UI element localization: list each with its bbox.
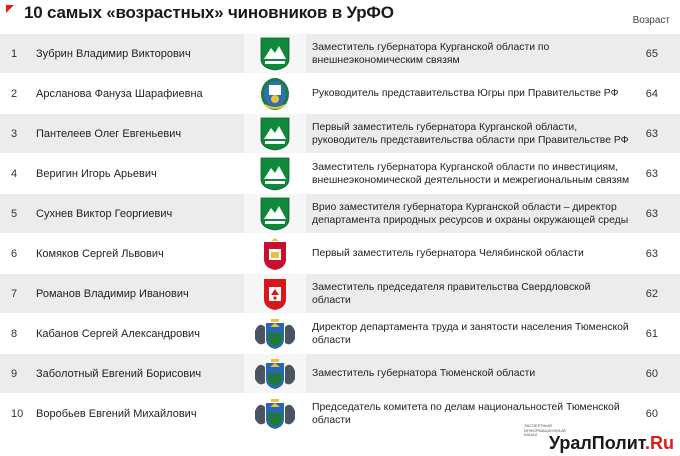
official-position: Директор департамента труда и занятости населения Тюменской области: [312, 321, 629, 346]
row-number: 7: [11, 287, 18, 300]
page-title: 10 самых «возрастных» чиновников в УрФО: [24, 3, 394, 22]
table-row: [0, 74, 680, 114]
official-name: Сухнев Виктор Георгиевич: [36, 207, 173, 220]
table-row: [0, 234, 680, 274]
official-name: Арсланова Фануза Шарафиевна: [36, 87, 203, 100]
row-number: 10: [11, 407, 24, 420]
official-age: 64: [645, 87, 658, 100]
brand-wordmark-main: УралПолит: [548, 433, 645, 453]
table-row: [0, 274, 680, 314]
official-age: 63: [645, 247, 658, 260]
brand-tagline: ЭКСПЕРТНЫЙ ИНФОРМАЦИОННЫЙ КАНАЛ: [524, 423, 566, 437]
official-position: Заместитель губернатора Курганской области по внешнеэкономическим связям: [312, 41, 550, 66]
kurgan-coat-of-arms-icon: [244, 154, 306, 193]
officials-table: [0, 34, 680, 434]
official-name: Воробьев Евгений Михайлович: [36, 407, 197, 420]
row-number: 5: [11, 207, 18, 220]
brand-logo: [524, 424, 674, 454]
official-position: Заместитель губернатора Курганской области по инвестициям, внешнеэкономической деятельности и межрегиональным связям: [312, 161, 630, 186]
official-position: Заместитель губернатора Тюменской области: [312, 368, 536, 379]
row-number: 2: [11, 87, 18, 100]
table-row: [0, 314, 680, 354]
table-row: [0, 194, 680, 234]
row-number: 6: [11, 247, 18, 260]
row-number: 3: [11, 127, 18, 140]
official-age: 61: [645, 327, 658, 340]
official-position: Врио заместителя губернатора Курганской области – директор департамента природных ресурсов и охраны окружающей среды: [312, 201, 629, 226]
chelyabinsk-coat-of-arms-icon: [244, 234, 306, 273]
official-name: Пантелеев Олег Евгеньевич: [36, 127, 182, 140]
official-name: Заболотный Евгений Борисович: [36, 367, 202, 380]
row-number: 1: [11, 47, 18, 60]
official-age: 65: [645, 47, 658, 60]
official-age: 63: [645, 167, 658, 180]
official-position: Первый заместитель губернатора Челябинской области: [312, 248, 584, 259]
official-age: 63: [645, 207, 658, 220]
official-position: Первый заместитель губернатора Курганской области, руководитель представительства области при Правительстве РФ: [312, 121, 629, 146]
official-name: Веригин Игорь Арьевич: [36, 167, 157, 180]
official-position: Председатель комитета по делам национальностей Тюменской области: [312, 401, 620, 426]
table-row: [0, 34, 680, 74]
tyumen-coat-of-arms-icon: [244, 354, 306, 393]
kurgan-coat-of-arms-icon: [244, 34, 306, 73]
kurgan-coat-of-arms-icon: [244, 114, 306, 153]
table-row: [0, 114, 680, 154]
official-name: Романов Владимир Иванович: [36, 287, 189, 300]
age-column-header: Возраст: [632, 15, 670, 26]
table-row: [0, 354, 680, 394]
table-row: [0, 154, 680, 194]
row-number: 8: [11, 327, 18, 340]
row-number: 4: [11, 167, 18, 180]
official-position: Руководитель представительства Югры при Правительстве РФ: [312, 88, 619, 99]
row-number: 9: [11, 367, 18, 380]
brand-wordmark-domain: .Ru: [645, 433, 674, 453]
official-age: 62: [645, 287, 658, 300]
header: [0, 0, 680, 28]
official-name: Комяков Сергей Львович: [36, 247, 164, 260]
official-age: 60: [645, 407, 658, 420]
official-age: 60: [645, 367, 658, 380]
official-age: 63: [645, 127, 658, 140]
official-name: Кабанов Сергей Александрович: [36, 327, 200, 340]
kurgan-coat-of-arms-icon: [244, 194, 306, 233]
brand-wordmark: [549, 433, 674, 454]
tyumen-coat-of-arms-icon: [244, 314, 306, 353]
official-name: Зубрин Владимир Викторович: [36, 47, 191, 60]
ugra-coat-of-arms-icon: [244, 74, 306, 113]
official-position: Заместитель председателя правительства Свердловской области: [312, 281, 591, 306]
accent-mark: [6, 5, 14, 13]
tyumen-coat-of-arms-icon: [244, 394, 306, 433]
sverdlovsk-coat-of-arms-icon: [244, 274, 306, 313]
